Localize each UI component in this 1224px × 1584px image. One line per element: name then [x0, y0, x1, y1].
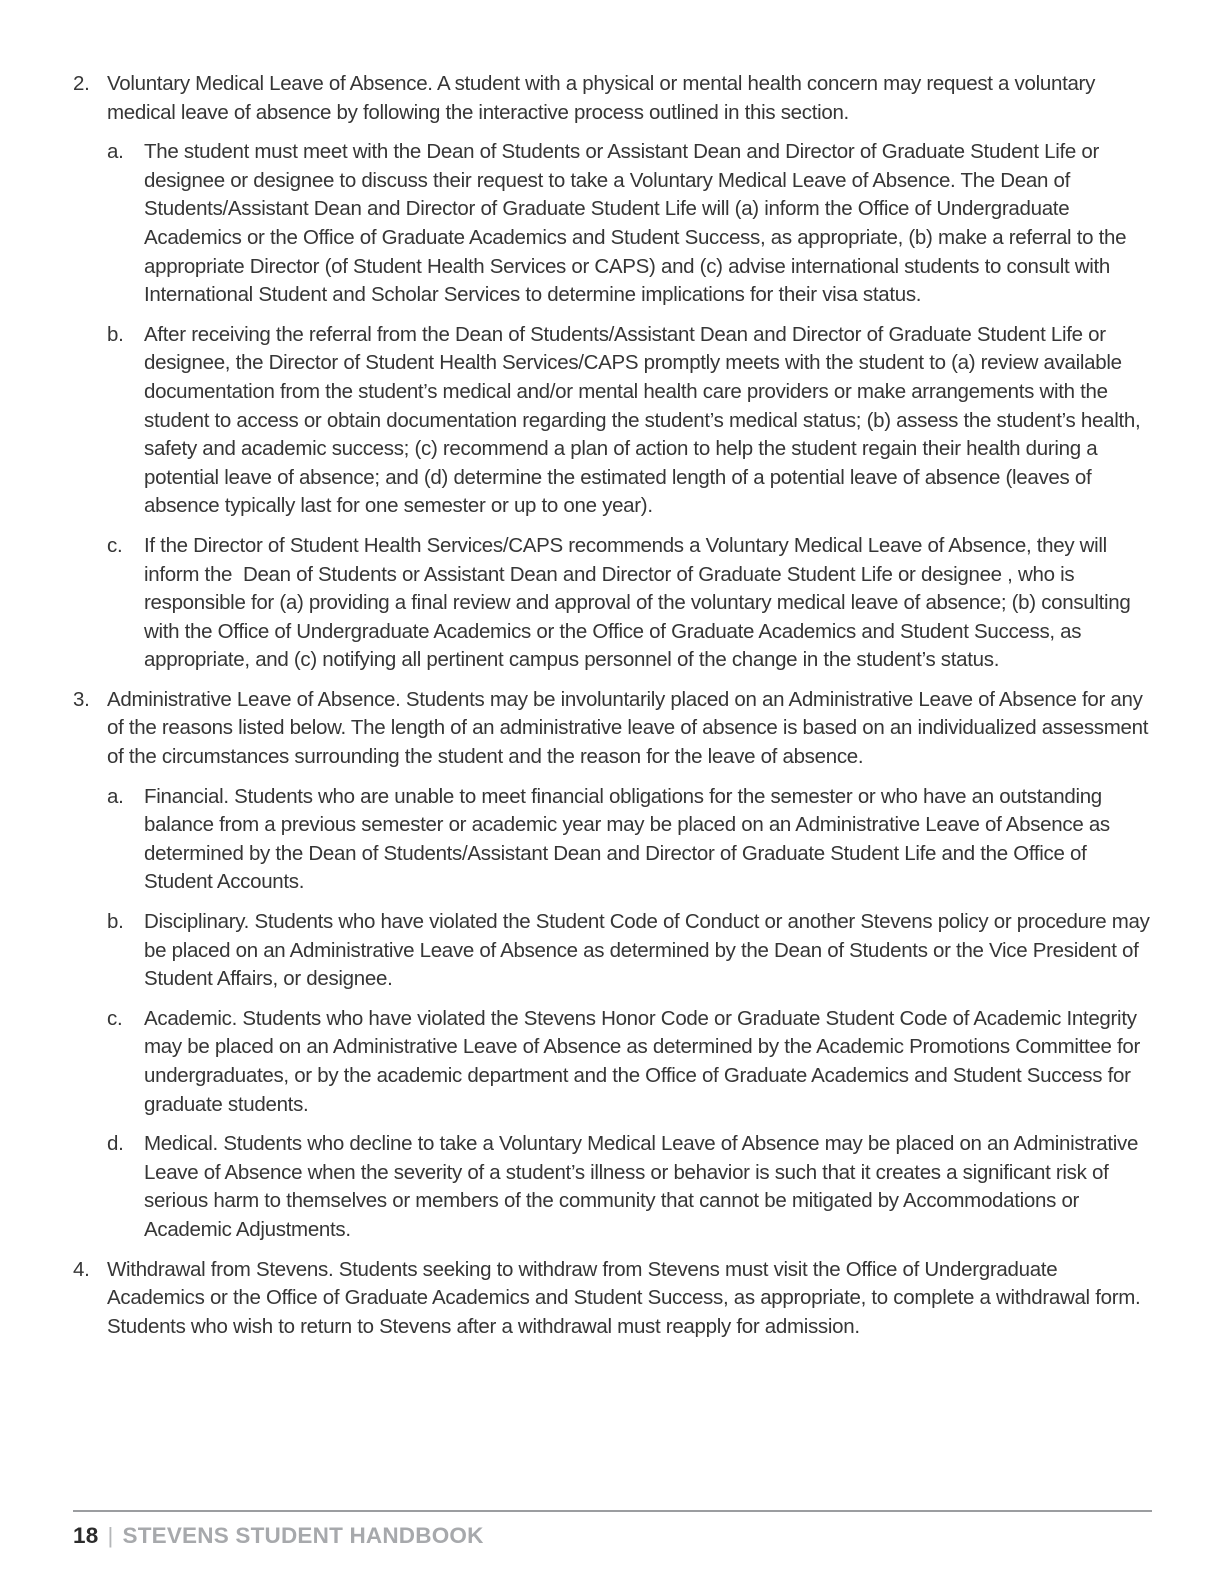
- footer-separator: |: [107, 1523, 114, 1548]
- list-item-2-marker: 2.: [73, 72, 90, 95]
- list-item-2: [73, 70, 1152, 675]
- sub-item-2a-marker: a.: [107, 140, 124, 164]
- list-item-2-text: Voluntary Medical Leave of Absence. A student with a physical or mental health concern may request a voluntary medical leave of absence by following the interactive process outlined in this section.: [107, 72, 1101, 124]
- sub-item-3b-marker: b.: [107, 910, 124, 934]
- list-item-3: [73, 686, 1155, 1245]
- sub-list-2: [107, 138, 1152, 675]
- sub-item-3b: [107, 908, 1155, 994]
- footer-divider: [73, 1510, 1152, 1512]
- sub-list-3: [107, 783, 1155, 1245]
- list-item-3-text: Administrative Leave of Absence. Students may be involuntarily placed on an Administrative Leave of Absence for any of the reasons listed below. The length of an administrative leave of absence is based on an individualized assessment of the circumstances surrounding the student and the reason for the leave of absence.: [107, 687, 1154, 769]
- page-footer: [73, 1521, 484, 1551]
- sub-item-2a: [107, 138, 1152, 310]
- list-item-4-text: Withdrawal from Stevens. Students seeking to withdraw from Stevens must visit the Office of Undergraduate Academics or the Office of Graduate Academics and Student Success, as appropriate, to complete a withdrawal form. Students who wish to return to Stevens after a withdrawal must reapply for admission.: [107, 1257, 1146, 1338]
- sub-item-3a: [107, 783, 1152, 897]
- sub-item-3c-marker: c.: [107, 1006, 123, 1030]
- sub-item-3a-marker: a.: [107, 784, 124, 808]
- list-item-3-marker: 3.: [73, 687, 90, 711]
- sub-item-2b: [107, 321, 1152, 521]
- sub-item-2b-text: After receiving the referral from the Dean of Students/Assistant Dean and Director of Graduate Student Life or designee, the Director of Student Health Services/CAPS promptly meets with the student to (a) review available documentation from the student’s medical and/or mental health care providers or make arrangements with the student to access or obtain documentation regarding the student’s medical status; (b) assess the student’s health, safety and academic success; (c) recommend a plan of action to help the student regain their health during a potential leave of absence; and (d) determine the estimated length of a potential leave of absence (leaves of absence typically last for one semester or up to one year).: [144, 322, 1146, 518]
- sub-item-3c-text: Academic. Students who have violated the Stevens Honor Code or Graduate Student Code of Academic Integrity may be placed on an Administrative Leave of Absence as determined by the Academic Promotions Committee for undergraduates, or by the academic department and the Office of Graduate Academics and Student Success for graduate students.: [144, 1006, 1146, 1116]
- handbook-title: STEVENS STUDENT HANDBOOK: [122, 1523, 484, 1548]
- sub-item-2c-marker: c.: [107, 533, 123, 557]
- sub-item-2a-text: The student must meet with the Dean of Students or Assistant Dean and Director of Graduate Student Life or designee or designee to discuss their request to take a Voluntary Medical Leave of Absence. The Dean of Students/Assistant Dean and Director of Graduate Student Life will (a) inform the Office of Undergraduate Academics or the Office of Graduate Academics and Student Success, as appropriate, (b) make a referral to the appropriate Director (of Student Health Services or CAPS) and (c) advise international students to consult with International Student and Scholar Services to determine implications for their visa status.: [144, 140, 1132, 307]
- sub-item-3b-text: Disciplinary. Students who have violated the Student Code of Conduct or another Stevens policy or procedure may be placed on an Administrative Leave of Absence as determined by the Dean of Students or the Vice President of Student Affairs, or designee.: [144, 910, 1155, 991]
- page-number: 18: [73, 1523, 99, 1548]
- sub-item-2c-text: If the Director of Student Health Services/CAPS recommends a Voluntary Medical Leave of Absence, they will inform the Dean of Students or Assistant Dean and Director of Graduate Student Life or designee , who is responsible for (a) providing a final review and approval of the voluntary medical leave of absence; (b) consulting with the Office of Undergraduate Academics or the Office of Graduate Academics and Student Success, as appropriate, and (c) notifying all pertinent campus personnel of the change in the student’s status.: [144, 533, 1136, 672]
- list-item-4-marker: 4.: [73, 1257, 90, 1281]
- sub-item-2c: [107, 532, 1152, 675]
- sub-item-3d-text: Medical. Students who decline to take a Voluntary Medical Leave of Absence may be placed on an Administrative Leave of Absence when the severity of a student’s illness or behavior is such that it creates a significant risk of serious harm to themselves or members of the community that cannot be mitigated by Accommodations or Academic Adjustments.: [144, 1132, 1144, 1241]
- sub-item-3a-text: Financial. Students who are unable to meet financial obligations for the semester or who have an outstanding balance from a previous semester or academic year may be placed on an Administrative Leave of Absence as determined by the Dean of Students/Assistant Dean and Director of Graduate Student Life and the Office of Student Accounts.: [144, 784, 1116, 894]
- sub-item-3d-marker: d.: [107, 1132, 124, 1156]
- sub-item-3c: [107, 1005, 1152, 1119]
- sub-item-2b-marker: b.: [107, 322, 124, 346]
- numbered-list: [73, 70, 1155, 1341]
- sub-item-3d: [107, 1130, 1152, 1244]
- list-item-4: [73, 1256, 1152, 1342]
